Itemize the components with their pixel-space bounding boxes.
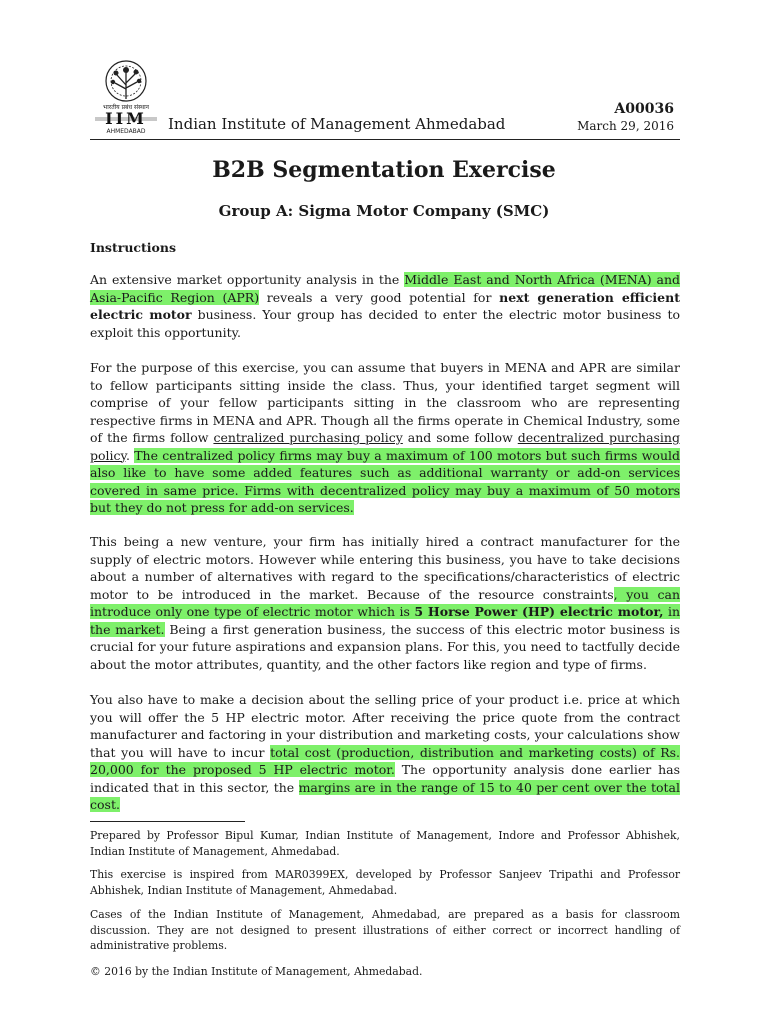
paragraph-new-venture: This being a new venture, your firm has initially hired a contract manufacturer for the supply of electric motors. However while entering this business, you have to take decisions about a number of alternatives with regard to the specifications/characteristics of electric motor to be introduced in the market. Because of the resource constraints, you can introduce only one type of electric motor which is 5 Horse Power (HP) electric motor, in the market. Being a first generation business, the success of this electric motor business is crucial for your future aspirations and expansion plans. For this, you need to tactfully decide about the motor attributes, quantity, and the other factors like region and type of firms. [90, 534, 681, 672]
footnote-copyright: © 2016 by the Indian Institute of Management, Ahmedabad. [90, 965, 423, 978]
footnote-prepared-by: Prepared by Professor Bipul Kumar, Indian Institute of Management, Indore and Professor Abhishek, Indian Institute of Management, Ahmedabad. [90, 829, 680, 858]
document-subtitle: Group A: Sigma Motor Company (SMC) [218, 202, 550, 220]
svg-text:AHMEDABAD: AHMEDABAD [106, 128, 146, 135]
paragraph-market-analysis: An extensive market opportunity analysis in the Middle East and North Africa (MENA) and Asia-Pacific Region (APR) reveals a very good potential for next generation efficient electric motor business. Your group has decided to enter the electric motor business to exploit this opportunity. [90, 272, 680, 340]
document-title: B2B Segmentation Exercise [212, 157, 556, 183]
centralized-policy-term: centralized purchasing policy [213, 430, 403, 445]
iim-ahmedabad-logo [91, 59, 161, 135]
highlight-margins: margins are in the range of 15 to 40 per cent over the total cost. [90, 779, 680, 812]
svg-text:भारतीय प्रबंध संस्थान: भारतीय प्रबंध संस्थान [102, 104, 150, 111]
case-date: March 29, 2016 [577, 119, 674, 133]
highlight-purchasing-limits: The centralized policy firms may buy a maximum of 100 motors but such firms would also like to have some added features such as additional warranty or add-on services covered in same price. Firms with decentralized policy may buy a maximum of 50 motors but they do not press for add-on services. [90, 447, 681, 515]
case-id: A00036 [614, 101, 674, 117]
institute-name: Indian Institute of Management Ahmedabad [168, 115, 506, 133]
paragraph-pricing: You also have to make a decision about the selling price of your product i.e. price at which you will offer the 5 HP electric motor. After receiving the price quote from the contract manufacturer and factoring in your distribution and marketing costs, your calculations show that you will have to incur total cost (production, distribution and marketing costs) of Rs. 20,000 for the proposed 5 HP electric motor. The opportunity analysis done earlier has indicated that in this sector, the margins are in the range of 15 to 40 per cent over the total cost. [90, 692, 681, 812]
footnote-disclaimer: Cases of the Indian Institute of Management, Ahmedabad, are prepared as a basis for classroom discussion. They are not designed to present illustrations of either correct or incorrect handling of administrative problems. [90, 908, 680, 952]
svg-text:IIM: IIM [105, 109, 147, 128]
highlight-total-cost: total cost (production, distribution and marketing costs) of Rs. 20,000 for the proposed 5 HP electric motor. [90, 744, 681, 777]
header-divider [90, 139, 680, 140]
paragraph-target-segment: For the purpose of this exercise, you can assume that buyers in MENA and APR are similar to fellow participants sitting inside the class. Thus, your identified target segment will comprise of your fellow participants sitting in the classroom who are representing respective firms in MENA and APR. Though all the firms operate in Chemical Industry, some of the firms follow centralized purchasing policy and some follow decentralized purchasing policy. The centralized policy firms may buy a maximum of 100 motors but such firms would also like to have some added features such as additional warranty or add-on services covered in same price. Firms with decentralized policy may buy a maximum of 50 motors but they do not press for add-on services. [90, 360, 681, 515]
footnote-inspired-by: This exercise is inspired from MAR0399EX, developed by Professor Sanjeev Tripathi and Professor Abhishek, Indian Institute of Management, Ahmedabad. [90, 868, 680, 897]
footnote-divider [90, 821, 245, 822]
instructions-heading: Instructions [90, 240, 177, 255]
highlight-motor-type: , you can introduce only one type of electric motor which is 5 Horse Power (HP) electric motor, in the market. [90, 586, 681, 637]
decentralized-policy-term: decentralized purchasing policy [90, 430, 680, 463]
highlight-mena-apr: Middle East and North Africa (MENA) and Asia-Pacific Region (APR) [90, 272, 680, 305]
